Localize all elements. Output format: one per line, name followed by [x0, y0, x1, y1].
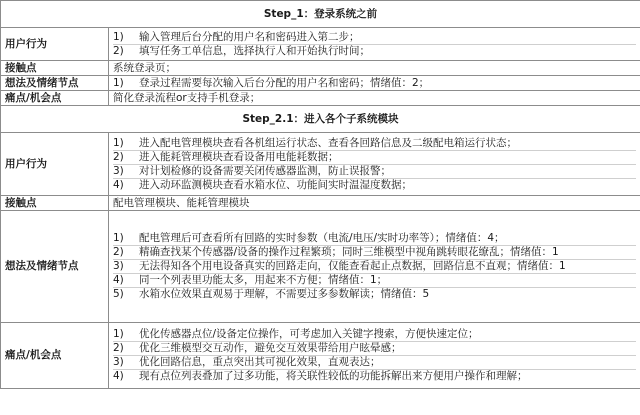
step2-title: Step_2.1：进入各个子系统模块	[1, 106, 640, 133]
step1-title: Step_1：登录系统之前	[1, 1, 640, 28]
list-item: 2) 进入能耗管理模块查看设备用电能耗数据；	[113, 150, 636, 164]
step1-thoughts-cell	[109, 76, 640, 91]
step2-title-row	[1, 106, 640, 133]
step1-pain-label: 痛点/机会点	[1, 91, 109, 106]
step1-pain-value: 简化登录流程or支持手机登录；	[109, 91, 640, 106]
list-item: 3) 无法得知各个用电设备真实的回路走向，仅能查看起止点数据，回路信息不直观；情绪值：1	[113, 259, 636, 273]
step2-pain-row	[1, 323, 640, 389]
list-item: 5) 水箱水位效果直观易于理解，不需要过多参数解读；情绪值：5	[113, 287, 636, 301]
step1-touchpoint-value: 系统登录页；	[109, 61, 640, 76]
step2-pain-label: 痛点/机会点	[1, 323, 109, 389]
step1-user-behavior-label: 用户行为	[1, 28, 109, 61]
step2-thoughts-row	[1, 211, 640, 323]
list-item: 4) 进入动环监测模块查看水箱水位、功能间实时温湿度数据；	[113, 178, 636, 192]
list-item: 4) 现有点位列表叠加了过多功能，将关联性较低的功能拆解出来方便用户操作和理解；	[113, 369, 636, 383]
step1-user-behavior-cell	[109, 28, 640, 61]
step2-user-behavior-cell	[109, 133, 640, 196]
list-item: 3) 优化回路信息，重点突出其可视化效果，直观表达；	[113, 355, 636, 369]
step1-title-row	[1, 1, 640, 28]
step2-user-behavior-label: 用户行为	[1, 133, 109, 196]
step2-user-behavior-row	[1, 133, 640, 196]
step2-thoughts-label: 想法及情绪节点	[1, 211, 109, 323]
step1-user-behavior-row	[1, 28, 640, 61]
list-item: 3) 对计划检修的设备需要关闭传感器监测，防止误报警；	[113, 164, 636, 178]
list-item: 1) 优化传感器点位/设备定位操作，可考虑加入关键字搜索，方便快速定位；	[113, 328, 479, 340]
step2-pain-cell	[109, 323, 640, 389]
list-item: 1) 配电管理后可查看所有回路的实时参数（电流/电压/实时功率等）；情绪值：4；	[113, 232, 505, 244]
step2-touchpoint-row	[1, 196, 640, 211]
step2-touchpoint-value: 配电管理模块、能耗管理模块	[109, 196, 640, 211]
step2-touchpoint-label: 接触点	[1, 196, 109, 211]
step1-pain-row	[1, 91, 640, 106]
step1-touchpoint-row	[1, 61, 640, 76]
list-item: 2) 填写任务工单信息，选择执行人和开始执行时间；	[113, 44, 636, 58]
step2-thoughts-cell	[109, 211, 640, 323]
list-item: 2) 精确查找某个传感器/设备的操作过程繁琐；同时三维模型中视角跳转眼花缭乱；情绪值：1	[113, 245, 636, 259]
list-item: 1) 登录过程需要每次输入后台分配的用户名和密码；情绪值：2；	[113, 76, 430, 89]
list-item: 2) 优化三维模型交互动作，避免交互效果带给用户眩晕感；	[113, 341, 636, 355]
list-item: 4) 同一个列表里功能太多，用起来不方便；情绪值：1；	[113, 273, 636, 287]
step1-thoughts-label: 想法及情绪节点	[1, 76, 109, 91]
step1-thoughts-row	[1, 76, 640, 91]
list-item: 1) 进入配电管理模块查看各机组运行状态、查看各回路信息及二级配电箱运行状态；	[113, 136, 517, 149]
step1-touchpoint-label: 接触点	[1, 61, 109, 76]
list-item: 1) 输入管理后台分配的用户名和密码进入第二步；	[113, 30, 360, 43]
